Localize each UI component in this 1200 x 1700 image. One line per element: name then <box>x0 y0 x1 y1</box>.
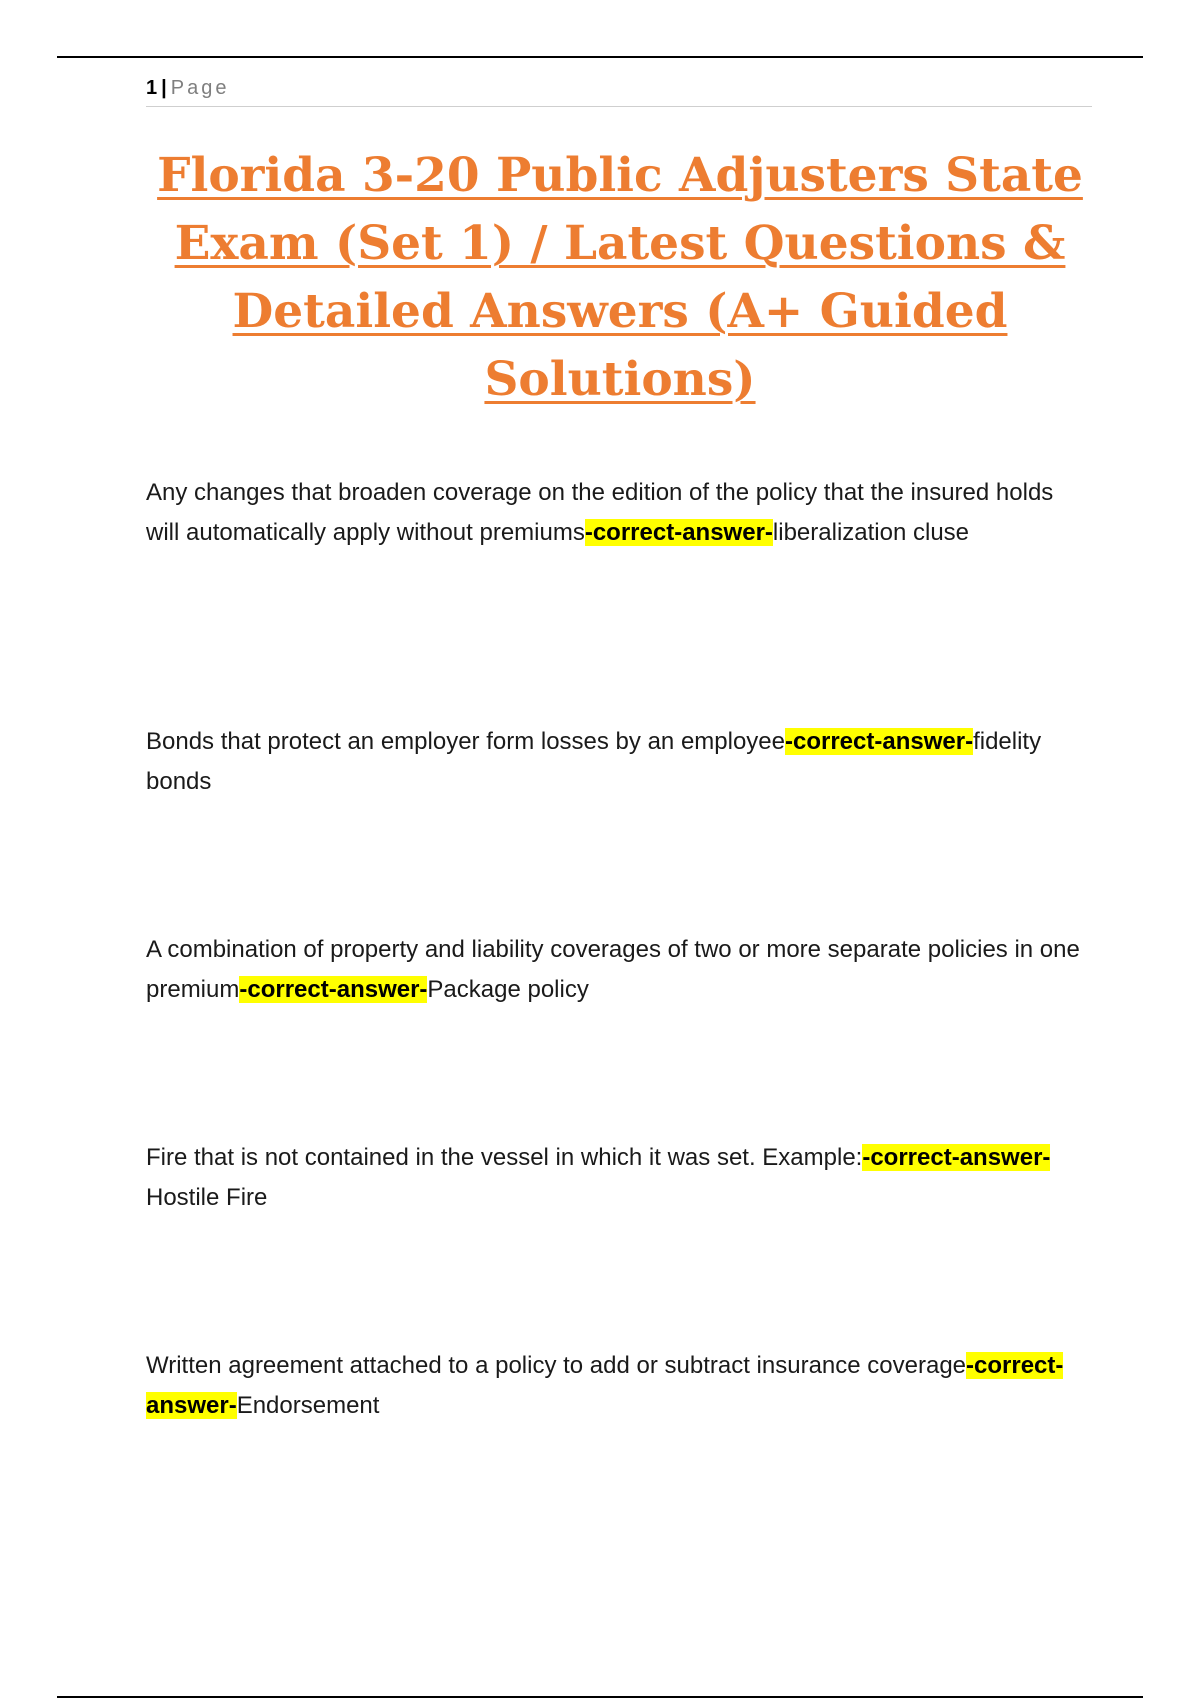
qa-item-2 <box>146 722 1092 802</box>
top-border-line <box>57 56 1143 58</box>
correct-answer-marker: -correct-answer- <box>785 728 974 755</box>
question-text: Bonds that protect an employer form losses by an employee <box>146 728 785 755</box>
page-label: Page <box>170 77 230 99</box>
correct-answer-marker: -correct-answer- <box>146 1352 1064 1419</box>
question-text: Fire that is not contained in the vessel in which it was set. Example: <box>146 1144 863 1171</box>
bottom-border-line <box>57 1696 1143 1698</box>
page-separator: | <box>161 77 167 99</box>
answer-text: fidelity bonds <box>146 728 1042 795</box>
correct-answer-marker: -correct-answer- <box>862 1144 1051 1171</box>
correct-answer-marker: -correct-answer- <box>584 519 773 546</box>
qa-item-3 <box>146 930 1092 1010</box>
question-text: Written agreement attached to a policy to add or subtract insurance coverage <box>146 1352 967 1379</box>
page-number: 1 <box>146 77 158 99</box>
qa-item-1 <box>146 473 1092 553</box>
question-text: A combination of property and liability coverages of two or more separate policies in one premium <box>146 936 1080 1003</box>
answer-text: Hostile Fire <box>146 1184 268 1211</box>
question-text: Any changes that broaden coverage on the edition of the policy that the insured holds will automatically apply without premiums <box>146 479 1054 546</box>
page-header <box>146 74 1092 107</box>
qa-item-4 <box>146 1138 1092 1218</box>
qa-item-5 <box>146 1346 1092 1426</box>
document-title: Florida 3-20 Public Adjusters State Exam (Set 1) / Latest Questions & Detailed Answers (A+ Guided Solutions) <box>157 148 1083 407</box>
correct-answer-marker: -correct-answer- <box>239 976 428 1003</box>
answer-text: liberalization cluse <box>772 519 970 546</box>
answer-text: Endorsement <box>236 1392 380 1419</box>
answer-text: Package policy <box>427 976 589 1003</box>
